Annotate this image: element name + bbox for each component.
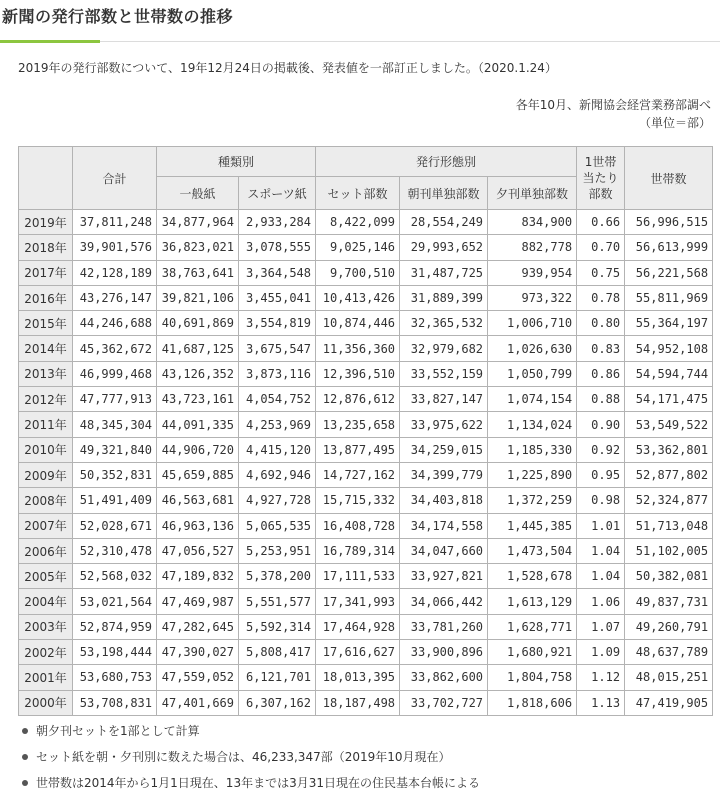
cell-evening-only: 1,134,024 [488, 412, 577, 437]
cell-set: 12,876,612 [316, 387, 400, 412]
header-year-blank [19, 147, 73, 210]
cell-year: 2002年 [19, 640, 73, 665]
cell-general: 47,282,645 [157, 614, 239, 639]
cell-set: 16,789,314 [316, 538, 400, 563]
table-row [19, 614, 713, 639]
cell-per-household: 1.07 [577, 614, 625, 639]
cell-general: 47,559,052 [157, 665, 239, 690]
cell-evening-only: 1,528,678 [488, 564, 577, 589]
source-info [516, 96, 711, 132]
cell-set: 12,396,510 [316, 361, 400, 386]
note-item [22, 776, 480, 800]
cell-general: 43,723,161 [157, 387, 239, 412]
cell-set: 18,187,498 [316, 690, 400, 715]
cell-per-household: 1.09 [577, 640, 625, 665]
table-row [19, 690, 713, 715]
cell-morning-only: 34,403,818 [400, 488, 488, 513]
cell-sports: 6,307,162 [239, 690, 316, 715]
cell-households: 56,221,568 [625, 260, 713, 285]
cell-sports: 3,873,116 [239, 361, 316, 386]
cell-morning-only: 32,365,532 [400, 311, 488, 336]
cell-sports: 5,808,417 [239, 640, 316, 665]
cell-morning-only: 28,554,249 [400, 210, 488, 235]
unit-text: （単位＝部） [638, 116, 711, 130]
cell-evening-only: 1,445,385 [488, 513, 577, 538]
cell-year: 2015年 [19, 311, 73, 336]
cell-evening-only: 1,628,771 [488, 614, 577, 639]
cell-per-household: 0.80 [577, 311, 625, 336]
cell-set: 16,408,728 [316, 513, 400, 538]
header-households: 世帯数 [625, 147, 713, 210]
cell-general: 46,563,681 [157, 488, 239, 513]
cell-per-household: 0.88 [577, 387, 625, 412]
cell-morning-only: 33,927,821 [400, 564, 488, 589]
cell-evening-only: 1,680,921 [488, 640, 577, 665]
cell-evening-only: 1,473,504 [488, 538, 577, 563]
cell-sports: 3,078,555 [239, 235, 316, 260]
table-row [19, 336, 713, 361]
cell-sports: 5,551,577 [239, 589, 316, 614]
cell-year: 2016年 [19, 285, 73, 310]
note-item [22, 750, 480, 776]
cell-general: 43,126,352 [157, 361, 239, 386]
cell-total: 50,352,831 [73, 462, 157, 487]
cell-households: 52,324,877 [625, 488, 713, 513]
cell-per-household: 1.06 [577, 589, 625, 614]
table-row [19, 387, 713, 412]
cell-morning-only: 33,975,622 [400, 412, 488, 437]
cell-total: 52,568,032 [73, 564, 157, 589]
cell-set: 10,413,426 [316, 285, 400, 310]
page-title: 新聞の発行部数と世帯数の推移 [2, 7, 234, 26]
cell-households: 56,996,515 [625, 210, 713, 235]
cell-evening-only: 939,954 [488, 260, 577, 285]
cell-evening-only: 1,372,259 [488, 488, 577, 513]
cell-general: 45,659,885 [157, 462, 239, 487]
cell-total: 39,901,576 [73, 235, 157, 260]
cell-year: 2000年 [19, 690, 73, 715]
cell-set: 14,727,162 [316, 462, 400, 487]
cell-per-household: 0.70 [577, 235, 625, 260]
cell-evening-only: 1,050,799 [488, 361, 577, 386]
cell-households: 49,260,791 [625, 614, 713, 639]
cell-sports: 4,415,120 [239, 437, 316, 462]
cell-set: 17,616,627 [316, 640, 400, 665]
header-total: 合計 [73, 147, 157, 210]
cell-per-household: 0.95 [577, 462, 625, 487]
cell-morning-only: 31,889,399 [400, 285, 488, 310]
cell-sports: 4,927,728 [239, 488, 316, 513]
cell-sports: 5,592,314 [239, 614, 316, 639]
header-general: 一般紙 [157, 177, 239, 210]
cell-per-household: 0.90 [577, 412, 625, 437]
table-row [19, 260, 713, 285]
cell-per-household: 0.66 [577, 210, 625, 235]
cell-sports: 4,253,969 [239, 412, 316, 437]
cell-sports: 3,455,041 [239, 285, 316, 310]
cell-households: 51,102,005 [625, 538, 713, 563]
table-row [19, 437, 713, 462]
cell-sports: 4,692,946 [239, 462, 316, 487]
cell-sports: 4,054,752 [239, 387, 316, 412]
cell-evening-only: 973,322 [488, 285, 577, 310]
cell-total: 48,345,304 [73, 412, 157, 437]
cell-per-household: 0.83 [577, 336, 625, 361]
cell-general: 47,401,669 [157, 690, 239, 715]
cell-evening-only: 882,778 [488, 235, 577, 260]
cell-total: 45,362,672 [73, 336, 157, 361]
cell-morning-only: 33,702,727 [400, 690, 488, 715]
title-accent-underline [0, 40, 100, 43]
table-row [19, 235, 713, 260]
cell-per-household: 0.75 [577, 260, 625, 285]
cell-year: 2007年 [19, 513, 73, 538]
cell-morning-only: 34,047,660 [400, 538, 488, 563]
cell-set: 17,111,533 [316, 564, 400, 589]
table-row [19, 665, 713, 690]
cell-general: 47,469,987 [157, 589, 239, 614]
cell-set: 18,013,395 [316, 665, 400, 690]
cell-households: 55,364,197 [625, 311, 713, 336]
cell-households: 48,637,789 [625, 640, 713, 665]
note-text: 世帯数は2014年から1月1日現在、13年までは3月31日現在の住民基本台帳による [36, 776, 480, 790]
note-item [22, 724, 480, 750]
header-set: セット部数 [316, 177, 400, 210]
cell-total: 44,246,688 [73, 311, 157, 336]
cell-year: 2009年 [19, 462, 73, 487]
cell-morning-only: 34,259,015 [400, 437, 488, 462]
cell-morning-only: 34,399,779 [400, 462, 488, 487]
cell-morning-only: 32,979,682 [400, 336, 488, 361]
cell-evening-only: 1,613,129 [488, 589, 577, 614]
cell-year: 2014年 [19, 336, 73, 361]
cell-year: 2010年 [19, 437, 73, 462]
header-per-household [577, 147, 625, 210]
cell-year: 2018年 [19, 235, 73, 260]
cell-general: 39,821,106 [157, 285, 239, 310]
table-row [19, 488, 713, 513]
cell-set: 13,877,495 [316, 437, 400, 462]
cell-set: 8,422,099 [316, 210, 400, 235]
note-text: セット紙を朝・夕刊別に数えた場合は、46,233,347部（2019年10月現在） [36, 750, 451, 764]
table-row [19, 412, 713, 437]
cell-year: 2004年 [19, 589, 73, 614]
cell-households: 54,594,744 [625, 361, 713, 386]
intro-note: 2019年の発行部数について、19年12月24日の掲載後、発表値を一部訂正しました。（2020.1.24） [18, 61, 557, 75]
cell-total: 49,321,840 [73, 437, 157, 462]
cell-evening-only: 834,900 [488, 210, 577, 235]
cell-evening-only: 1,818,606 [488, 690, 577, 715]
header-sports: スポーツ紙 [239, 177, 316, 210]
table-row [19, 462, 713, 487]
cell-evening-only: 1,074,154 [488, 387, 577, 412]
cell-per-household: 1.04 [577, 564, 625, 589]
cell-year: 2008年 [19, 488, 73, 513]
cell-set: 13,235,658 [316, 412, 400, 437]
cell-evening-only: 1,225,890 [488, 462, 577, 487]
cell-set: 17,464,928 [316, 614, 400, 639]
cell-year: 2001年 [19, 665, 73, 690]
note-text: 朝夕刊セットを1部として計算 [36, 724, 200, 738]
cell-year: 2005年 [19, 564, 73, 589]
title-bar [0, 0, 720, 42]
cell-set: 17,341,993 [316, 589, 400, 614]
cell-set: 9,025,146 [316, 235, 400, 260]
cell-households: 51,713,048 [625, 513, 713, 538]
cell-per-household: 1.04 [577, 538, 625, 563]
cell-sports: 3,364,548 [239, 260, 316, 285]
cell-households: 54,171,475 [625, 387, 713, 412]
cell-year: 2012年 [19, 387, 73, 412]
cell-morning-only: 33,827,147 [400, 387, 488, 412]
cell-total: 37,811,248 [73, 210, 157, 235]
cell-morning-only: 34,174,558 [400, 513, 488, 538]
table-row [19, 361, 713, 386]
cell-morning-only: 34,066,442 [400, 589, 488, 614]
cell-evening-only: 1,006,710 [488, 311, 577, 336]
cell-total: 43,276,147 [73, 285, 157, 310]
cell-morning-only: 33,781,260 [400, 614, 488, 639]
cell-year: 2019年 [19, 210, 73, 235]
cell-households: 54,952,108 [625, 336, 713, 361]
cell-evening-only: 1,185,330 [488, 437, 577, 462]
cell-general: 47,056,527 [157, 538, 239, 563]
source-text: 各年10月、新聞協会経営業務部調べ [515, 98, 711, 112]
table-row [19, 311, 713, 336]
cell-total: 53,021,564 [73, 589, 157, 614]
cell-total: 51,491,409 [73, 488, 157, 513]
cell-evening-only: 1,026,630 [488, 336, 577, 361]
bullet-icon [22, 754, 28, 760]
cell-total: 52,028,671 [73, 513, 157, 538]
cell-households: 49,837,731 [625, 589, 713, 614]
table-row [19, 285, 713, 310]
cell-households: 53,362,801 [625, 437, 713, 462]
header-per-household-label: 1世帯当たり部数 [582, 155, 619, 201]
cell-sports: 5,065,535 [239, 513, 316, 538]
cell-set: 9,700,510 [316, 260, 400, 285]
cell-year: 2011年 [19, 412, 73, 437]
cell-morning-only: 31,487,725 [400, 260, 488, 285]
cell-morning-only: 33,862,600 [400, 665, 488, 690]
cell-sports: 6,121,701 [239, 665, 316, 690]
cell-total: 46,999,468 [73, 361, 157, 386]
cell-households: 47,419,905 [625, 690, 713, 715]
cell-per-household: 0.98 [577, 488, 625, 513]
table-row [19, 538, 713, 563]
cell-general: 40,691,869 [157, 311, 239, 336]
cell-general: 38,763,641 [157, 260, 239, 285]
cell-year: 2013年 [19, 361, 73, 386]
cell-households: 56,613,999 [625, 235, 713, 260]
cell-per-household: 0.86 [577, 361, 625, 386]
cell-general: 47,390,027 [157, 640, 239, 665]
cell-total: 42,128,189 [73, 260, 157, 285]
cell-year: 2003年 [19, 614, 73, 639]
cell-total: 53,680,753 [73, 665, 157, 690]
cell-per-household: 1.12 [577, 665, 625, 690]
table-row [19, 564, 713, 589]
table-row [19, 210, 713, 235]
cell-set: 11,356,360 [316, 336, 400, 361]
cell-evening-only: 1,804,758 [488, 665, 577, 690]
header-evening-only: 夕刊単独部数 [488, 177, 577, 210]
cell-total: 53,198,444 [73, 640, 157, 665]
cell-morning-only: 29,993,652 [400, 235, 488, 260]
cell-total: 53,708,831 [73, 690, 157, 715]
notes-list [22, 724, 480, 800]
circulation-table [18, 146, 713, 716]
table-body [19, 210, 713, 716]
header-morning-only: 朝刊単独部数 [400, 177, 488, 210]
header-by-type: 種類別 [157, 147, 316, 177]
cell-year: 2006年 [19, 538, 73, 563]
bullet-icon [22, 780, 28, 786]
cell-per-household: 0.78 [577, 285, 625, 310]
table-row [19, 513, 713, 538]
bullet-icon [22, 728, 28, 734]
cell-general: 34,877,964 [157, 210, 239, 235]
table-row [19, 589, 713, 614]
cell-sports: 3,675,547 [239, 336, 316, 361]
cell-general: 46,963,136 [157, 513, 239, 538]
table-row [19, 640, 713, 665]
cell-sports: 3,554,819 [239, 311, 316, 336]
cell-households: 50,382,081 [625, 564, 713, 589]
cell-set: 10,874,446 [316, 311, 400, 336]
cell-general: 41,687,125 [157, 336, 239, 361]
cell-general: 47,189,832 [157, 564, 239, 589]
cell-per-household: 0.92 [577, 437, 625, 462]
cell-morning-only: 33,552,159 [400, 361, 488, 386]
cell-sports: 5,253,951 [239, 538, 316, 563]
cell-per-household: 1.13 [577, 690, 625, 715]
cell-households: 53,549,522 [625, 412, 713, 437]
cell-year: 2017年 [19, 260, 73, 285]
cell-general: 36,823,021 [157, 235, 239, 260]
cell-households: 55,811,969 [625, 285, 713, 310]
cell-general: 44,906,720 [157, 437, 239, 462]
cell-households: 52,877,802 [625, 462, 713, 487]
header-by-format: 発行形態別 [316, 147, 577, 177]
cell-total: 52,310,478 [73, 538, 157, 563]
cell-per-household: 1.01 [577, 513, 625, 538]
cell-total: 47,777,913 [73, 387, 157, 412]
cell-total: 52,874,959 [73, 614, 157, 639]
cell-sports: 5,378,200 [239, 564, 316, 589]
cell-sports: 2,933,284 [239, 210, 316, 235]
cell-households: 48,015,251 [625, 665, 713, 690]
cell-morning-only: 33,900,896 [400, 640, 488, 665]
cell-general: 44,091,335 [157, 412, 239, 437]
cell-set: 15,715,332 [316, 488, 400, 513]
